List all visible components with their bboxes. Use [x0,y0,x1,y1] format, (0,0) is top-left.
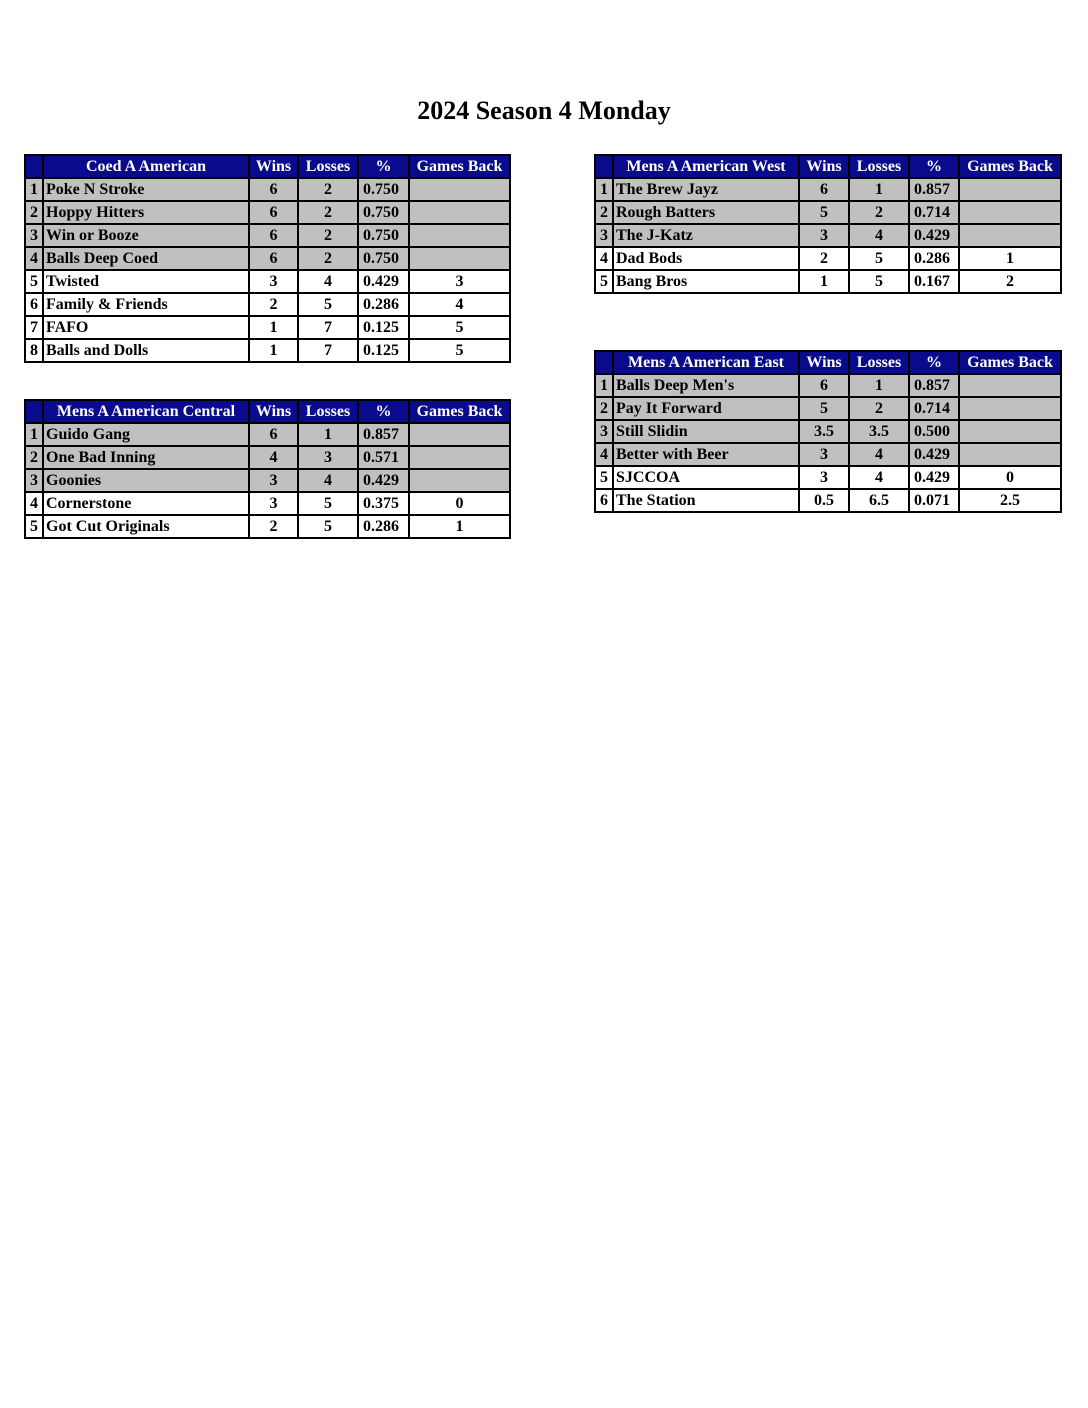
team-name-cell: Balls Deep Men's [613,374,799,397]
games-back-cell [959,178,1061,201]
wins-cell: 6 [249,224,298,247]
wins-cell: 5 [799,397,849,420]
wins-cell: 1 [799,270,849,293]
games-back-cell: 5 [409,316,510,339]
losses-cell: 4 [849,224,909,247]
division-name-header: Mens A American West [613,155,799,178]
games-back-cell [409,469,510,492]
losses-cell: 7 [298,316,358,339]
losses-cell: 5 [298,515,358,538]
wins-cell: 5 [799,201,849,224]
losses-cell: 2 [298,178,358,201]
table-row [595,443,1061,466]
losses-header: Losses [849,155,909,178]
pct-cell: 0.750 [358,178,409,201]
losses-cell: 5 [849,270,909,293]
pct-cell: 0.167 [909,270,959,293]
losses-cell: 1 [849,374,909,397]
pct-cell: 0.714 [909,397,959,420]
games-back-cell: 2 [959,270,1061,293]
wins-cell: 3 [799,466,849,489]
rank-cell: 4 [25,247,43,270]
games-back-cell [409,178,510,201]
table-row [595,224,1061,247]
team-name-cell: Pay It Forward [613,397,799,420]
team-name-cell: Guido Gang [43,423,249,446]
pct-cell: 0.857 [358,423,409,446]
rank-cell: 1 [25,178,43,201]
rank-cell: 2 [595,397,613,420]
rank-cell: 1 [595,178,613,201]
division-name-header: Coed A American [43,155,249,178]
games-back-cell [409,446,510,469]
pct-cell: 0.429 [909,466,959,489]
losses-cell: 1 [298,423,358,446]
table-header-row [25,155,510,178]
table-header-row [595,351,1061,374]
games-back-cell [409,224,510,247]
losses-cell: 3.5 [849,420,909,443]
pct-cell: 0.571 [358,446,409,469]
pct-cell: 0.750 [358,247,409,270]
rank-cell: 3 [25,469,43,492]
table-row [595,247,1061,270]
pct-cell: 0.071 [909,489,959,512]
team-name-cell: Cornerstone [43,492,249,515]
team-name-cell: Poke N Stroke [43,178,249,201]
table-row [25,316,510,339]
table-row [595,201,1061,224]
pct-cell: 0.750 [358,201,409,224]
games-back-cell: 3 [409,270,510,293]
rank-cell: 1 [595,374,613,397]
table-row [25,492,510,515]
wins-cell: 0.5 [799,489,849,512]
rank-cell: 4 [595,247,613,270]
losses-header: Losses [849,351,909,374]
table-header-row [595,155,1061,178]
team-name-cell: Twisted [43,270,249,293]
losses-cell: 4 [849,443,909,466]
team-name-cell: Better with Beer [613,443,799,466]
team-name-cell: One Bad Inning [43,446,249,469]
table-header-row [25,400,510,423]
games-back-cell [959,443,1061,466]
wins-cell: 6 [799,178,849,201]
rank-cell: 2 [595,201,613,224]
rank-cell: 5 [25,270,43,293]
games-back-cell: 0 [959,466,1061,489]
games-back-header: Games Back [409,155,510,178]
pct-header: % [358,155,409,178]
pct-header: % [358,400,409,423]
wins-cell: 6 [249,201,298,224]
table-row [25,515,510,538]
wins-cell: 1 [249,316,298,339]
losses-cell: 2 [298,201,358,224]
losses-cell: 3 [298,446,358,469]
table-row [25,201,510,224]
wins-cell: 6 [799,374,849,397]
pct-cell: 0.286 [909,247,959,270]
losses-header: Losses [298,155,358,178]
games-back-cell: 5 [409,339,510,362]
division-name-header: Mens A American Central [43,400,249,423]
division-name-header: Mens A American East [613,351,799,374]
pct-cell: 0.750 [358,224,409,247]
wins-header: Wins [249,155,298,178]
games-back-cell: 0 [409,492,510,515]
team-name-cell: Got Cut Originals [43,515,249,538]
games-back-cell [959,201,1061,224]
pct-cell: 0.429 [909,443,959,466]
losses-cell: 1 [849,178,909,201]
rank-header [25,400,43,423]
team-name-cell: Goonies [43,469,249,492]
team-name-cell: The J-Katz [613,224,799,247]
team-name-cell: Family & Friends [43,293,249,316]
table-row [25,339,510,362]
coed-a-american-table [24,154,511,363]
team-name-cell: Still Slidin [613,420,799,443]
losses-cell: 2 [849,201,909,224]
wins-cell: 2 [249,515,298,538]
losses-cell: 6.5 [849,489,909,512]
table-row [25,446,510,469]
games-back-cell [409,201,510,224]
rank-cell: 8 [25,339,43,362]
games-back-cell [409,247,510,270]
team-name-cell: Hoppy Hitters [43,201,249,224]
games-back-header: Games Back [409,400,510,423]
rank-cell: 3 [595,224,613,247]
wins-header: Wins [249,400,298,423]
pct-cell: 0.125 [358,339,409,362]
rank-cell: 4 [595,443,613,466]
losses-cell: 5 [298,492,358,515]
pct-cell: 0.429 [358,270,409,293]
table-row [595,420,1061,443]
pct-cell: 0.429 [358,469,409,492]
team-name-cell: Rough Batters [613,201,799,224]
table-row [25,469,510,492]
rank-cell: 3 [595,420,613,443]
rank-cell: 3 [25,224,43,247]
team-name-cell: FAFO [43,316,249,339]
wins-cell: 6 [249,423,298,446]
page-title: 2024 Season 4 Monday [417,96,671,125]
losses-cell: 4 [298,270,358,293]
table-row [25,423,510,446]
mens-a-american-east-table [594,350,1062,513]
table-row [595,466,1061,489]
rank-cell: 4 [25,492,43,515]
rank-cell: 5 [595,466,613,489]
pct-header: % [909,155,959,178]
table-row [25,178,510,201]
losses-cell: 7 [298,339,358,362]
pct-cell: 0.714 [909,201,959,224]
wins-cell: 3.5 [799,420,849,443]
pct-cell: 0.500 [909,420,959,443]
rank-cell: 1 [25,423,43,446]
rank-cell: 6 [25,293,43,316]
table-row [25,247,510,270]
pct-cell: 0.429 [909,224,959,247]
wins-cell: 4 [249,446,298,469]
games-back-cell: 1 [409,515,510,538]
mens-a-american-west-table [594,154,1062,294]
games-back-cell [959,420,1061,443]
pct-cell: 0.125 [358,316,409,339]
wins-cell: 6 [249,247,298,270]
table-row [595,489,1061,512]
wins-cell: 3 [799,443,849,466]
wins-cell: 3 [249,270,298,293]
table-row [25,293,510,316]
wins-header: Wins [799,155,849,178]
team-name-cell: The Station [613,489,799,512]
mens-a-american-central-table [24,399,511,539]
games-back-cell [409,423,510,446]
losses-cell: 4 [298,469,358,492]
table-row [595,374,1061,397]
rank-header [595,155,613,178]
wins-cell: 3 [799,224,849,247]
table-row [25,270,510,293]
rank-header [595,351,613,374]
rank-header [25,155,43,178]
losses-cell: 5 [849,247,909,270]
pct-cell: 0.375 [358,492,409,515]
rank-cell: 6 [595,489,613,512]
pct-header: % [909,351,959,374]
team-name-cell: The Brew Jayz [613,178,799,201]
team-name-cell: Win or Booze [43,224,249,247]
rank-cell: 5 [595,270,613,293]
rank-cell: 7 [25,316,43,339]
games-back-cell: 2.5 [959,489,1061,512]
wins-cell: 2 [249,293,298,316]
games-back-cell: 4 [409,293,510,316]
games-back-cell [959,374,1061,397]
wins-cell: 6 [249,178,298,201]
games-back-header: Games Back [959,155,1061,178]
wins-cell: 3 [249,469,298,492]
wins-header: Wins [799,351,849,374]
rank-cell: 5 [25,515,43,538]
wins-cell: 1 [249,339,298,362]
team-name-cell: Balls and Dolls [43,339,249,362]
table-row [595,397,1061,420]
rank-cell: 2 [25,446,43,469]
losses-cell: 2 [849,397,909,420]
games-back-cell: 1 [959,247,1061,270]
team-name-cell: Balls Deep Coed [43,247,249,270]
losses-header: Losses [298,400,358,423]
wins-cell: 2 [799,247,849,270]
pct-cell: 0.286 [358,515,409,538]
losses-cell: 2 [298,224,358,247]
pct-cell: 0.857 [909,178,959,201]
losses-cell: 2 [298,247,358,270]
games-back-cell [959,224,1061,247]
games-back-header: Games Back [959,351,1061,374]
table-row [595,178,1061,201]
pct-cell: 0.286 [358,293,409,316]
wins-cell: 3 [249,492,298,515]
pct-cell: 0.857 [909,374,959,397]
team-name-cell: Dad Bods [613,247,799,270]
rank-cell: 2 [25,201,43,224]
losses-cell: 4 [849,466,909,489]
team-name-cell: SJCCOA [613,466,799,489]
table-row [595,270,1061,293]
losses-cell: 5 [298,293,358,316]
team-name-cell: Bang Bros [613,270,799,293]
table-row [25,224,510,247]
games-back-cell [959,397,1061,420]
